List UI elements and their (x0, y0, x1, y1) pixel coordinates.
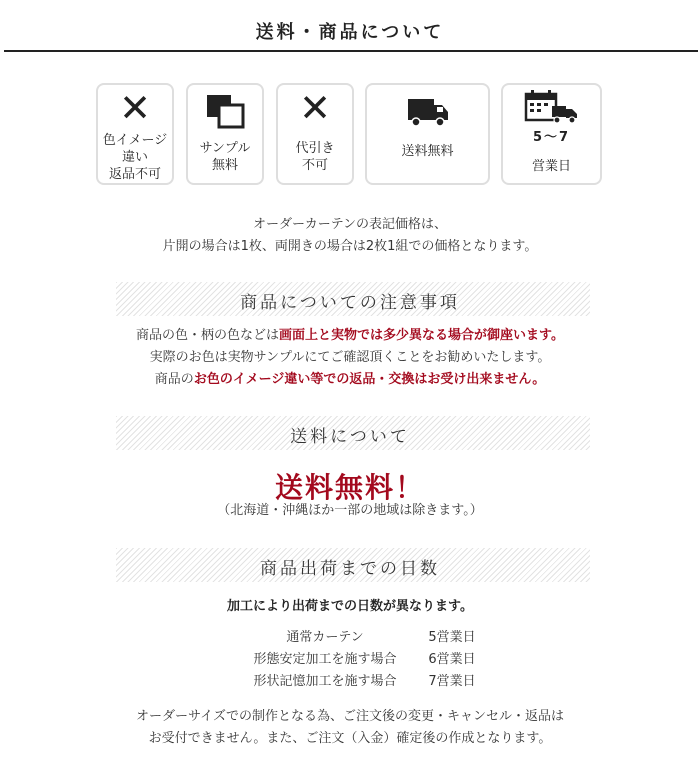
page-title: 送料・商品について (255, 22, 445, 43)
delivery-subtitle: 加工により出荷までの日数が異なります。 (227, 599, 473, 614)
table-row (228, 649, 482, 671)
delivery-table (228, 627, 482, 693)
calendar-truck-icon (503, 89, 600, 129)
free-shipping-headline: 送料無料！ (274, 471, 425, 504)
price-note-line1: オーダーカーテンの表記価格は、 (252, 217, 448, 232)
shipping-heading: 送料について (290, 427, 410, 447)
delivery-footer-line2: お受付できません。また、ご注文（入金）確定後の作成となります。 (148, 731, 552, 746)
notes-line2: 実際のお色は実物サンプルにてご確認頂くことをお勧めいたします。 (149, 350, 551, 365)
truck-icon (367, 95, 488, 131)
squares-icon (188, 93, 262, 133)
processing-type: 通常カーテン (286, 630, 364, 645)
free-shipping-label: 送料無料 (401, 144, 454, 159)
notes-line1-plain: 商品の色・柄の色などは (136, 328, 280, 343)
notes-line3 (0, 369, 700, 391)
processing-days: 6営業日 (428, 652, 476, 667)
table-row (228, 627, 482, 649)
notes-line1-emphasis: 画面上と実物では多少異なる場合が御座います。 (279, 328, 564, 343)
free-sample-label: サンプル 無料 (199, 141, 251, 173)
notes-line3-plain: 商品の (154, 372, 194, 387)
no-cod-label: 代引き 不可 (295, 141, 335, 173)
no-cod-box (276, 83, 354, 185)
cross-icon: ✕ (119, 86, 151, 130)
notes-line3-emphasis: お色のイメージ違い等での返品・交換はお受け出来ません。 (193, 372, 546, 387)
no-return-color-label: 色イメージ 違い 返品不可 (102, 133, 168, 182)
delivery-footer-line1: オーダーサイズでの制作となる為、ご注文後の変更・キャンセル・返品は (136, 709, 564, 724)
processing-type: 形態安定加工を施す場合 (253, 652, 397, 667)
lead-time-label: 営業日 (531, 159, 571, 174)
processing-type: 形状記憶加工を施す場合 (253, 674, 397, 689)
cross-icon: ✕ (299, 86, 331, 130)
free-shipping-box (365, 83, 490, 185)
title-divider (4, 50, 698, 52)
price-note-line2: 片開の場合は1枚、両開きの場合は2枚1組での価格となります。 (162, 239, 538, 254)
processing-days: 5営業日 (428, 630, 476, 645)
delivery-heading: 商品出荷までの日数 (260, 559, 440, 579)
no-return-color-box (96, 83, 174, 185)
lead-time-box (501, 83, 602, 185)
notes-line1 (0, 325, 700, 347)
free-sample-box (186, 83, 264, 185)
notes-heading: 商品についての注意事項 (240, 293, 460, 313)
shipping-exception-note: （北海道・沖縄ほか一部の地域は除きます。） (217, 503, 483, 518)
table-row (228, 671, 482, 693)
lead-time-number: 5〜7 (532, 130, 571, 145)
processing-days: 7営業日 (428, 674, 476, 689)
